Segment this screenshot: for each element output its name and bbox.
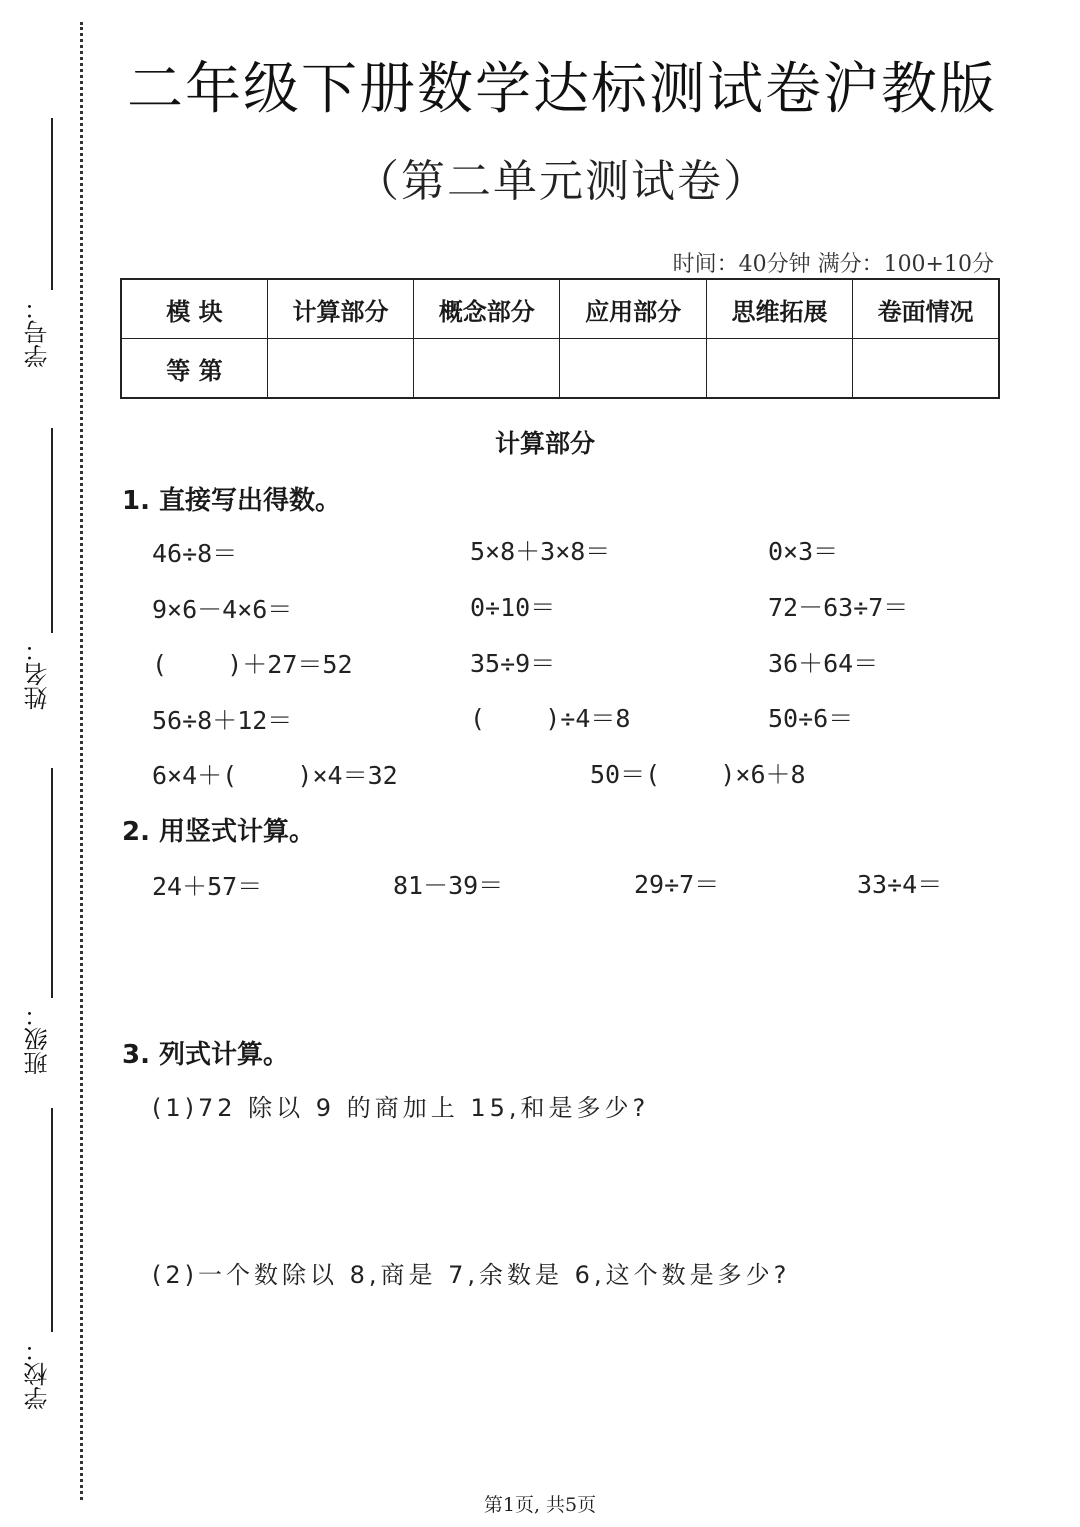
question-3-heading: 3. 列式计算。 [122,1040,290,1070]
q2-expr-1: 24＋57＝ [152,872,263,901]
grade-row-label: 等 第 [121,339,267,399]
q1-expr-1-2: 5×8＋3×8＝ [470,537,611,566]
score-header-application: 应用部分 [560,279,706,339]
binding-dashed-line [80,22,83,1500]
question-2-heading: 2. 用竖式计算。 [122,817,316,847]
school-label: 学校： [24,1338,52,1410]
q1-expr-1-1: 46÷8＝ [152,539,238,568]
name-line[interactable] [51,428,53,633]
q1-expr-2-1: 9×6－4×6＝ [152,595,293,624]
q1-expr-1-3: 0×3＝ [768,537,839,566]
q1-expr-4-3: 50÷6＝ [768,704,854,733]
class-label: 班级： [24,1003,52,1075]
q1-expr-2-3: 72－63÷7＝ [768,593,909,622]
score-table-grade-row [121,339,999,399]
q2-expr-2: 81－39＝ [393,871,504,900]
grade-cell-calc[interactable] [267,339,413,399]
q1-expr-3-3: 36＋64＝ [768,649,879,678]
page-title: 二年级下册数学达标测试卷沪教版 [127,57,997,122]
school-line[interactable] [51,1108,53,1332]
score-header-calc: 计算部分 [267,279,413,339]
score-header-neatness: 卷面情况 [853,279,999,339]
grade-cell-neatness[interactable] [853,339,999,399]
q1-expr-5-1: 6×4＋( )×4＝32 [152,761,398,790]
class-line[interactable] [51,768,53,998]
q1-expr-5-2: 50＝( )×6＋8 [590,760,806,789]
q1-expr-4-2: ( )÷4＝8 [470,704,631,733]
page-subtitle: （第二单元测试卷） [355,156,769,207]
q1-expr-2-2: 0÷10＝ [470,593,556,622]
student-id-line[interactable] [51,118,53,290]
q1-expr-3-2: 35÷9＝ [470,649,556,678]
grade-cell-concept[interactable] [414,339,560,399]
q2-expr-4: 33÷4＝ [857,870,943,899]
q1-expr-3-1: ( )＋27＝52 [152,650,353,679]
score-header-concept: 概念部分 [414,279,560,339]
q3-item-1: (1)72 除以 9 的商加上 15,和是多少? [152,1094,650,1122]
score-table-header-row [121,279,999,339]
q3-item-2: (2)一个数除以 8,商是 7,余数是 6,这个数是多少? [152,1261,791,1289]
question-1-heading: 1. 直接写出得数。 [122,486,342,516]
name-label: 姓名： [24,638,52,710]
grade-cell-thinking[interactable] [706,339,852,399]
time-score-info: 时间：40分钟 满分：100+10分 [672,252,994,277]
score-header-module: 模 块 [121,279,267,339]
score-header-thinking: 思维拓展 [706,279,852,339]
q1-expr-4-1: 56÷8＋12＝ [152,706,293,735]
page-number: 第1页, 共5页 [483,1494,597,1516]
score-table [120,278,1000,399]
q2-expr-3: 29÷7＝ [634,870,720,899]
section-title: 计算部分 [494,429,595,458]
student-id-label: 学号： [24,296,52,368]
grade-cell-application[interactable] [560,339,706,399]
